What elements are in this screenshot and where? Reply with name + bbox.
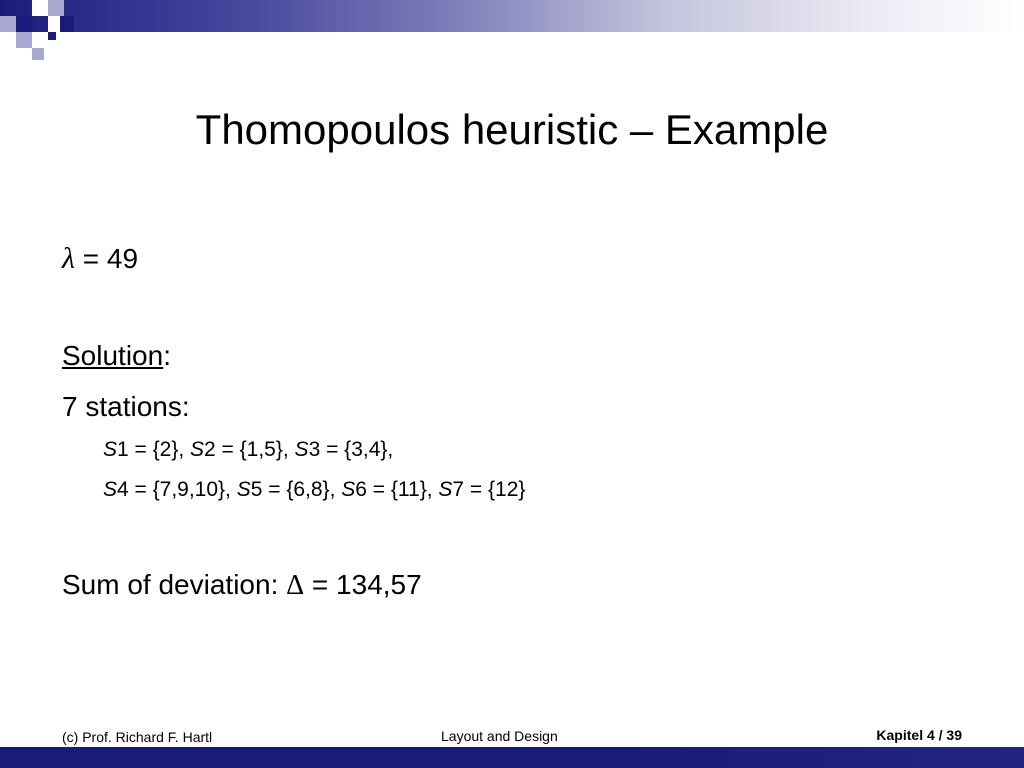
- station-set: 2 = {1,5},: [204, 438, 295, 461]
- footer-bar: [0, 747, 1024, 768]
- lambda-value: = 49: [75, 243, 139, 274]
- footer-page-number: Kapitel 4 / 39: [876, 727, 962, 743]
- lambda-symbol: λ: [62, 242, 75, 275]
- station-symbol: S: [294, 438, 309, 461]
- station-symbol: S: [236, 478, 251, 501]
- station-symbol: S: [103, 478, 118, 501]
- stations-row-2: [103, 477, 525, 503]
- footer-author: (c) Prof. Richard F. Hartl: [62, 729, 213, 745]
- station-set: 3 = {3,4},: [308, 438, 394, 461]
- station-symbol: S: [438, 478, 453, 501]
- footer-course: Layout and Design: [441, 728, 558, 744]
- station-set: 6 = {11},: [355, 478, 439, 501]
- station-symbol: S: [341, 478, 356, 501]
- solution-label: Solution: [62, 340, 164, 371]
- stations-row-1: [103, 437, 393, 463]
- deviation-line: [62, 568, 422, 603]
- slide-title: Thomopoulos heuristic – Example: [195, 106, 829, 153]
- station-symbol: S: [103, 438, 118, 461]
- station-set: 7 = {12}: [452, 478, 526, 501]
- deviation-label: Sum of deviation:: [62, 569, 287, 600]
- stations-line: 7 stations:: [62, 391, 190, 422]
- delta-symbol: Δ: [286, 570, 305, 601]
- station-set: 5 = {6,8},: [250, 478, 342, 501]
- deviation-value: = 134,57: [304, 569, 422, 600]
- station-set: 1 = {2},: [117, 438, 191, 461]
- lambda-line: [62, 242, 138, 276]
- station-symbol: S: [190, 438, 205, 461]
- header-banner: [0, 0, 1024, 32]
- station-set: 4 = {7,9,10},: [117, 478, 237, 501]
- solution-heading: [62, 339, 171, 373]
- solution-colon: :: [163, 340, 171, 371]
- footer-bar-notch: [906, 743, 930, 747]
